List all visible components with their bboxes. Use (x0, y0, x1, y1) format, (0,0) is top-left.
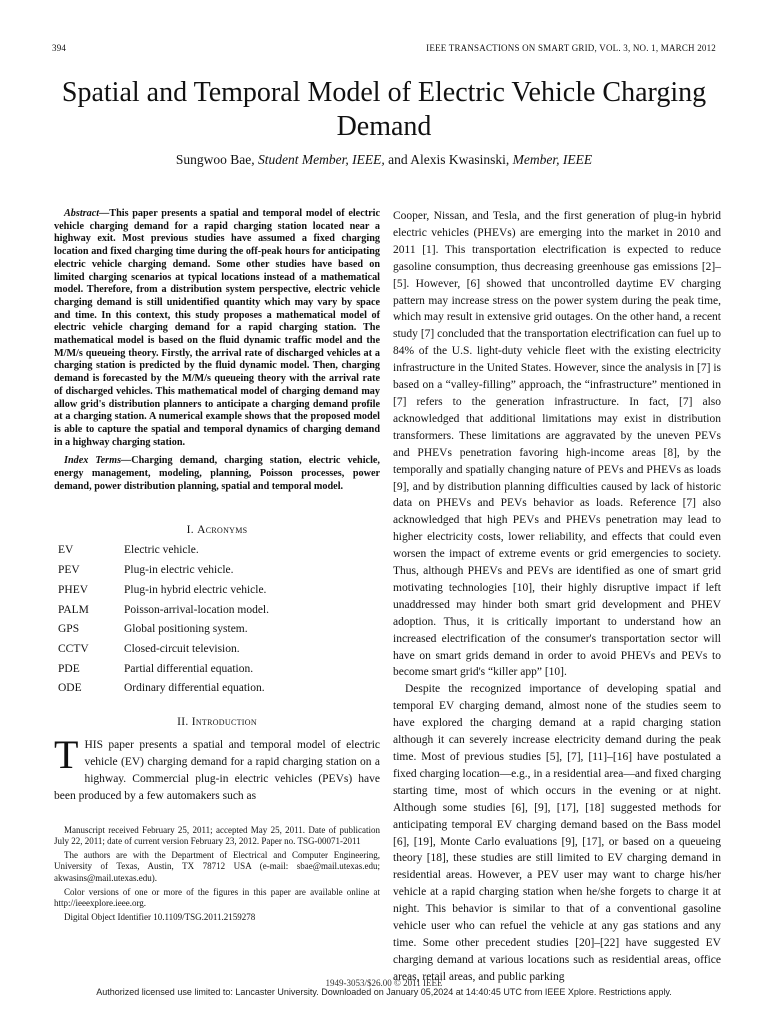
acronym-abbr: PALM (58, 603, 89, 616)
acronym-row (54, 584, 269, 604)
acronym-row (54, 643, 269, 663)
acronym-row (54, 604, 269, 624)
index-terms-text: Charging demand, charging station, electric vehicle, energy management, modeling, planning, Poisson processes, power demand, power distribution planning, spatial and temporal model. (54, 455, 380, 492)
introduction-numeral: II. (177, 715, 189, 728)
acronyms-title: Acronyms (197, 524, 248, 537)
download-notice: Authorized licensed use limited to: Lancaster University. Downloaded on January 05,2024 at 14:40:45 UTC from IEEE Xplore. Restrictions apply. (96, 987, 672, 997)
intro-paragraph-1 (54, 731, 380, 805)
acronym-abbr: ODE (58, 682, 82, 695)
intro-paragraph-2: Despite the recognized importance of developing spatial and temporal EV charging demand, almost none of the studies seem to have explored the charging demand at a rapid charging station although it can severely increase electricity demand during the peak time. Most of previous studies [5], [7], [11]–[16] have postulated a fixed charging location—e.g., in a residential area—and fixed charging starting time, most of which occurs in the evening or at night. Although some studies [6], [9], [17], [18] suggested methods for anticipating temporal EV charging demand based on the Bass model [6], [19], Monte Carlo evaluations [9], [17], or based on a queueing theory [18], these studies are still limited to EV charging demand in residential areas. However, a PEV user may want to charge his/her vehicle at a rapid charging station when he/she forgets to charge it at night. This behavior is similar to that of a conventional gasoline vehicle user who can refuel the vehicle at any gas stations and any time. Some other precedent studies [20]–[22] have suggested EV charging demand at various locations such as residential areas, office areas, retail areas, and public parking (393, 683, 721, 983)
author-conjunction: and (388, 152, 408, 167)
acronym-abbr: PDE (58, 662, 80, 675)
abstract (54, 208, 380, 449)
footnote-color: Color versions of one or more of the figures in this paper are available online at http://ieeexplore.ieee.org. (54, 886, 380, 909)
acronym-row (54, 623, 269, 643)
abstract-label: Abstract— (64, 208, 110, 219)
abstract-text: This paper presents a spatial and temporal model of electric vehicle charging demand for a rapid charging station located near a highway exit. Most previous studies have assumed a fixed charging location and fixed charging time during the off-peak hours for anticipating electric vehicle charging demand. Some other studies have based on limited charging scenarios at typical locations instead of a mathematical model. Therefore, from a distribution system perspective, electric vehicle charging demand is still unidentified quantity which may vary by space and time. In this context, this study proposes a mathematical model of electric vehicle charging demand for a rapid charging station. The mathematical model is based on the fluid dynamic traffic model and the M/M/s queueing theory. Firstly, the arrival rate of discharged vehicles at a charging station is predicted by the fluid dynamic model. Then, charging demand is forecasted by the M/M/s queueing theory with the arrival rate of discharged vehicles. This mathematical model of charging demand may allow grid's distribution planners to anticipate a charging demand profile at a charging station. A numerical example shows that the proposed model is able to capture the spatial and temporal dynamics of charging demand in a highway charging station. (54, 208, 380, 448)
acronym-meaning: Plug-in electric vehicle. (124, 564, 234, 577)
acronym-abbr: CCTV (58, 642, 89, 655)
acronym-abbr: EV (58, 544, 74, 557)
acronym-meaning: Closed-circuit television. (124, 642, 240, 655)
author-line (40, 152, 728, 168)
page-number: 394 (52, 43, 67, 53)
drop-cap: T (54, 731, 79, 777)
intro-text-1: paper presents a spatial and temporal model of electric vehicle (EV) charging demand for a rapid charging station on a highway. Commercial plug-in electric vehicles (PEVs) have been produced by a few automakers such as (54, 738, 380, 802)
introduction-heading (54, 716, 380, 728)
author-1: Sungwoo Bae, (175, 152, 255, 167)
journal-header: IEEE TRANSACTIONS ON SMART GRID, VOL. 3, NO. 1, MARCH 2012 (426, 43, 716, 53)
acronym-row (54, 544, 269, 564)
right-column (393, 208, 721, 986)
acronyms-heading (54, 524, 380, 536)
footnote-affiliation: The authors are with the Department of Electrical and Computer Engineering, University of Texas, Austin, TX 78712 USA (e-mail: sbae@mail.utexas.edu; akwasins@mail.utexas.edu). (54, 849, 380, 883)
footnote-doi: Digital Object Identifier 10.1109/TSG.2011.2159278 (64, 911, 256, 922)
acronym-meaning: Poisson-arrival-location model. (124, 603, 269, 616)
introduction-title: Introduction (191, 715, 257, 728)
index-terms-label: Index Terms— (64, 455, 132, 467)
acronym-meaning: Ordinary differential equation. (124, 682, 265, 695)
acronym-meaning: Electric vehicle. (124, 544, 199, 557)
acronyms-numeral: I. (186, 524, 194, 537)
footnote-received: Manuscript received February 25, 2011; accepted May 25, 2011. Date of publication July 22, 2011; date of current version February 23, 2012. Paper no. TSG-00071-2011 (54, 824, 380, 847)
acronym-meaning: Plug-in hybrid electric vehicle. (124, 583, 267, 596)
footnotes (54, 825, 380, 924)
left-column (54, 208, 380, 925)
acronym-abbr: PEV (58, 564, 80, 577)
author-2-role: Member, IEEE (512, 152, 593, 167)
index-terms (54, 455, 380, 493)
acronym-abbr: PHEV (58, 583, 89, 596)
acronyms-table (54, 544, 269, 702)
acronym-row (54, 564, 269, 584)
intro-paragraph-1-continued: Cooper, Nissan, and Tesla, and the first generation of plug-in hybrid electric vehicles (PHEVs) are emerging into the market in 2010 and 2011 [1]. This transportation electrification is expected to reduce gasoline consumption, thus decreasing greenhouse gas emissions [2]–[5]. However, [6] showed that uncontrolled daytime EV charging pattern may increase stress on the power system during the peak time, which may result in extensive grid outages. On the other hand, a recent study [7] concluded that the transportation electrification can fuel up to 84% of the U.S. light-duty vehicle fleet with the existing electricity infrastructure in the United States. However, since the analysis in [7] is based on a “valley-filling” approach, the “infrastructure” mentioned in [7] refers to the generation infrastructure. In fact, [7] also acknowledged that additional limitations may exist in distribution transformers. These limitations are aggravated by the uneven PEVs and PHEVs penetration favoring high-income areas [8], by the temporally and spatially changing nature of PEVs and PHEVs as loads [9], and by distribution planning difficulties caused by lack of historic data on PHEVs and PEVs behavior as loads. Reference [7] also acknowledged that high PEVs and PHEVs penetration may lead to higher electricity costs, lower reliability, and effects that could even worsen the impact of extreme events or grid emergencies to society. Thus, although PHEVs and PEVs are identified as one of smart grid motivating technologies [10], their highly disruptive impact if left unaddressed may hinder both smart grid development and PHEV adoption. Thus, it is critically important to understand how an increased electrification of the consumer's transportation sector will have on smart grids demand in order to avoid PHEVs and PEVs to become smart grid's “killer app” [10]. (393, 210, 721, 679)
acronym-row (54, 663, 269, 683)
acronym-row (54, 682, 269, 702)
acronym-abbr: GPS (58, 623, 80, 636)
acronym-meaning: Partial differential equation. (124, 662, 254, 675)
author-1-role: Student Member, IEEE, (258, 152, 385, 167)
acronym-meaning: Global positioning system. (124, 623, 248, 636)
first-word-rest: HIS (84, 738, 103, 751)
copyright-line: 1949-3053/$26.00 © 2011 IEEE (325, 978, 443, 988)
paper-title: Spatial and Temporal Model of Electric Vehicle Charging Demand (61, 77, 707, 142)
author-2: Alexis Kwasinski, (410, 152, 510, 167)
